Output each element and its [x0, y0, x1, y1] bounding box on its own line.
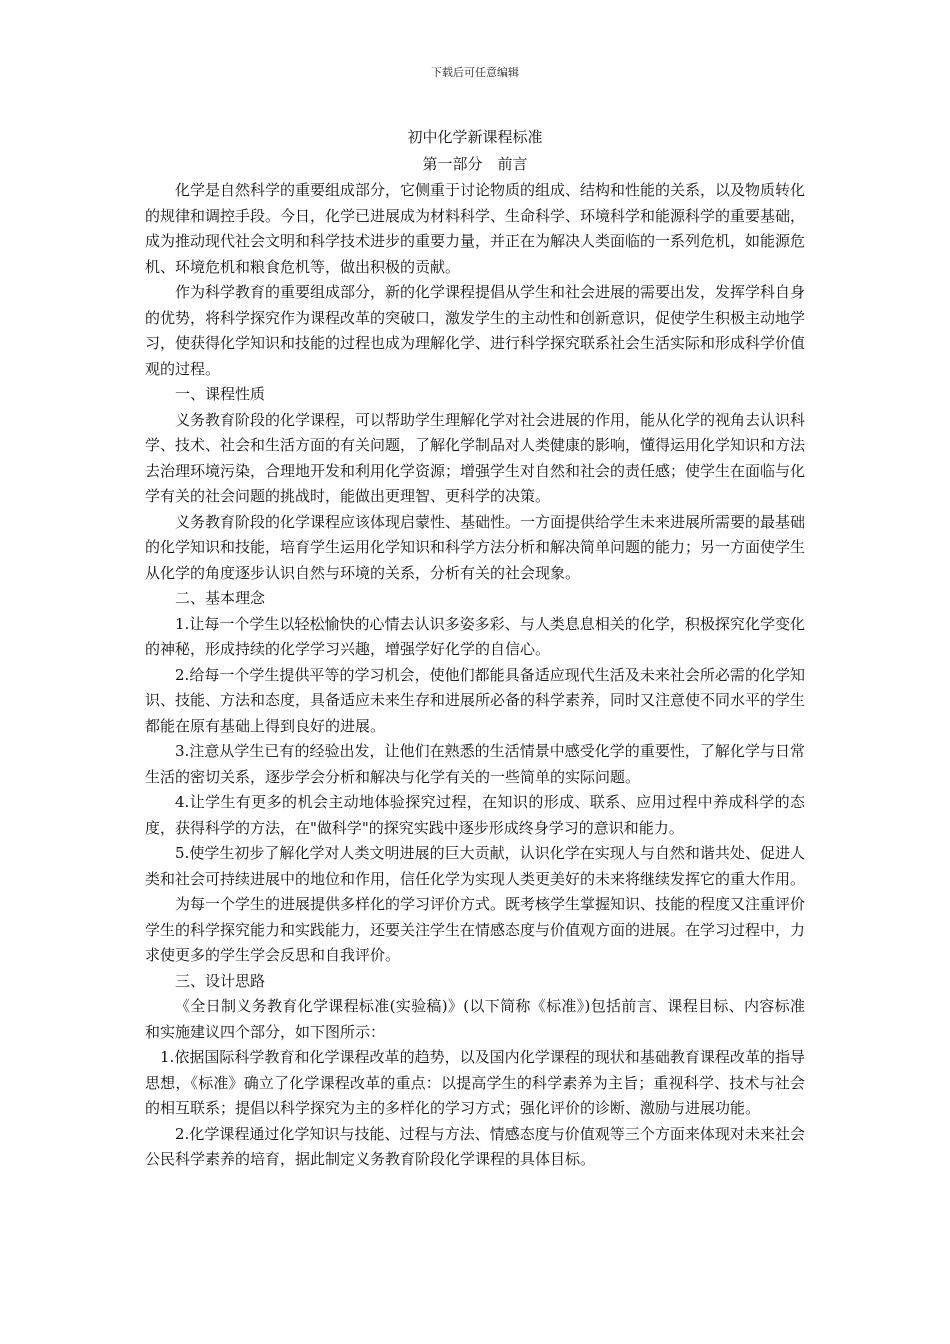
paragraph-concept-2: 2.给每一个学生提供平等的学习机会，使他们都能具备适应现代生活及未来社会所必需的化学知识、技能、方法和态度，具备适应未来生存和进展所必备的科学素养，同时又注意使不同水平的学生都能在原有基础上得到良好的进展。 [145, 665, 806, 735]
paragraph-concept-1: 1.让每一个学生以轻松愉快的心情去认识多姿多彩、与人类息息相关的化学，积极探究化学变化的神秘，形成持续的化学学习兴趣，增强学好化学的自信心。 [145, 614, 805, 658]
paragraph-design-intro: 《全日制义务教育化学课程标准(实验稿)》(以下简称《标准》)包括前言、课程目标、内容标准和实施建议四个部分，如下图所示： [145, 997, 805, 1041]
paragraph-evaluation: 为每一个学生的进展提供多样化的学习评价方式。既考核学生掌握知识、技能的程度又注重评价学生的科学探究能力和实践能力，还要关注学生在情感态度与价值观方面的进展。在学习过程中，力求使更多的学生学会反思和自我评价。 [145, 895, 806, 964]
section-heading-basic-concepts: 二、基本理念 [175, 589, 266, 607]
document-subtitle: 第一部分 前言 [422, 155, 528, 173]
header-note: 下载后可任意编辑 [431, 66, 519, 79]
section-heading-design-ideas: 三、设计思路 [175, 971, 266, 990]
paragraph-intro-1: 化学是自然科学的重要组成部分，它侧重于讨论物质的组成、结构和性能的关系，以及物质转化的规律和调控手段。今日，化学已进展成为材料科学、生命科学、环境科学和能源科学的重要基础，成为推动现代社会文明和科学技术进步的重要力量，并正在为解决人类面临的一系列危机，如能源危机、环境危机和粮食危机等，做出积极的贡献。 [145, 181, 806, 276]
section-heading-course-nature: 一、课程性质 [175, 385, 266, 403]
paragraph-concept-3: 3.注意从学生已有的经验出发，让他们在熟悉的生活情景中感受化学的重要性，了解化学与日常生活的密切关系，逐步学会分析和解决与化学有关的一些简单的实际问题。 [145, 742, 805, 786]
paragraph-concept-4: 4.让学生有更多的机会主动地体验探究过程，在知识的形成、联系、应用过程中养成科学的态度，获得科学的方法，在"做科学"的探究实践中逐步形成终身学习的意识和能力。 [145, 793, 805, 837]
paragraph-concept-5: 5.使学生初步了解化学对人类文明进展的巨大贡献，认识化学在实现人与自然和谐共处、促进人类和社会可持续进展中的地位和作用，信任化学为实现人类更美好的未来将继续发挥它的重大作用。 [145, 844, 806, 888]
document-body [145, 124, 805, 1173]
paragraph-course-nature-2: 义务教育阶段的化学课程应该体现启蒙性、基础性。一方面提供给学生未来进展所需要的最基础的化学知识和技能，培育学生运用化学知识和科学方法分析和解决简单问题的能力；另一方面使学生从化学的角度逐步认识自然与环境的关系，分析有关的社会现象。 [145, 512, 806, 582]
paragraph-course-nature-1: 义务教育阶段的化学课程，可以帮助学生理解化学对社会进展的作用，能从化学的视角去认识科学、技术、社会和生活方面的有关问题，了解化学制品对人类健康的影响，懂得运用化学知识和方法去治理环境污染，合理地开发和利用化学资源；增强学生对自然和社会的责任感；使学生在面临与化学有关的社会问题的挑战时，能做出更理智、更科学的决策。 [145, 410, 806, 505]
document-title: 初中化学新课程标准 [407, 128, 543, 146]
paragraph-design-2: 2.化学课程通过化学知识与技能、过程与方法、情感态度与价值观等三个方面来体现对未来社会公民科学素养的培育，据此制定义务教育阶段化学课程的具体目标。 [145, 1124, 805, 1168]
paragraph-intro-2: 作为科学教育的重要组成部分，新的化学课程提倡从学生和社会进展的需要出发，发挥学科自身的优势，将科学探究作为课程改革的突破口，激发学生的主动性和创新意识，促使学生积极主动地学习，使获得化学知识和技能的过程也成为理解化学、进行科学探究联系社会生活实际和形成科学价值观的过程。 [145, 283, 806, 378]
paragraph-design-1: 1.依据国际科学教育和化学课程改革的趋势，以及国内化学课程的现状和基础教育课程改革的指导思想，《标准》确立了化学课程改革的重点：以提高学生的科学素养为主旨；重视科学、技术与社会的相互联系；提倡以科学探究为主的多样化的学习方式；强化评价的诊断、激励与进展功能。 [145, 1048, 805, 1117]
